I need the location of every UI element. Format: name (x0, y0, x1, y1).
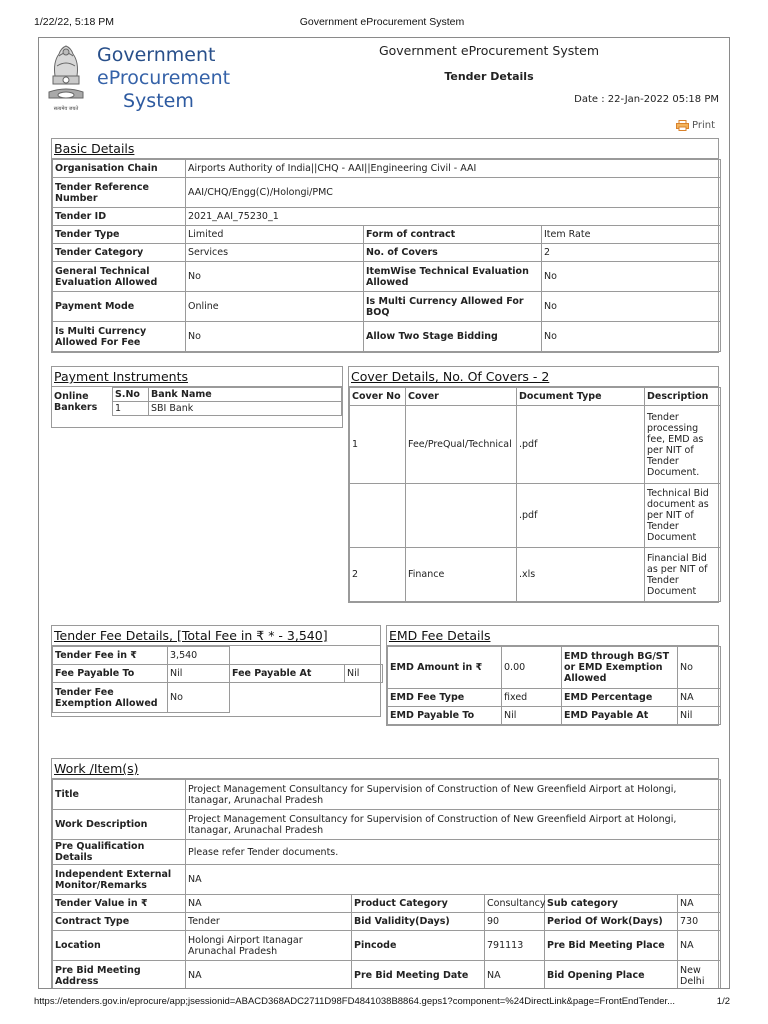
value-fee-payable-at: Nil (345, 665, 383, 683)
table-row (113, 402, 342, 416)
value-itemwise-technical-evaluation: No (542, 262, 721, 292)
value-emd-fee-type: fixed (502, 689, 562, 707)
label-multi-currency-boq: Is Multi Currency Allowed For BOQ (364, 292, 542, 322)
print-button[interactable] (676, 120, 715, 131)
cover-details-section (348, 366, 719, 603)
value-pre-qualification: Please refer Tender documents. (186, 840, 721, 865)
page-frame (38, 37, 730, 989)
label-tender-reference: Tender Reference Number (53, 178, 186, 208)
bank-name: SBI Bank (149, 402, 342, 416)
value-bid-opening-place: New Delhi (678, 961, 721, 990)
cover-description: Financial Bid as per NIT of Tender Document (645, 548, 721, 602)
emd-fee-table (387, 646, 721, 725)
value-title: Project Management Consultancy for Supervision of Construction of New Greenfield Airport at Holongi, Itanagar, Arunachal Pradesh (186, 780, 721, 810)
label-bid-opening-place: Bid Opening Place (545, 961, 678, 990)
date-line: Date : 22-Jan-2022 05:18 PM (574, 94, 719, 105)
value-form-of-contract: Item Rate (542, 226, 721, 244)
value-emd-percentage: NA (678, 689, 721, 707)
label-emd-payable-at: EMD Payable At (562, 707, 678, 725)
label-multi-currency-fee: Is Multi Currency Allowed For Fee (53, 322, 186, 352)
national-emblem-icon (47, 40, 85, 116)
cover-details-table (349, 387, 721, 602)
value-tender-type: Limited (186, 226, 364, 244)
col-header-bank-name: Bank Name (149, 388, 342, 402)
printer-icon (676, 120, 689, 131)
value-tender-category: Services (186, 244, 364, 262)
label-tender-type: Tender Type (53, 226, 186, 244)
label-tender-fee: Tender Fee in ₹ (53, 647, 168, 665)
print-label: Print (691, 120, 715, 131)
col-header-cover: Cover (406, 388, 517, 406)
label-product-category: Product Category (352, 895, 485, 913)
value-bid-validity: 90 (485, 913, 545, 931)
value-pre-bid-meeting-date: NA (485, 961, 545, 990)
print-footer (34, 996, 730, 1010)
bank-sno: 1 (113, 402, 149, 416)
label-location: Location (53, 931, 186, 961)
cover-doc-type: .xls (517, 548, 645, 602)
value-tender-id: 2021_AAI_75230_1 (186, 208, 721, 226)
work-items-section (51, 758, 719, 989)
label-emd-bg-exemption: EMD through BG/ST or EMD Exemption Allowed (562, 647, 678, 689)
label-pre-bid-meeting-date: Pre Bid Meeting Date (352, 961, 485, 990)
basic-details-section (51, 138, 719, 353)
label-period-of-work: Period Of Work(Days) (545, 913, 678, 931)
cover-no: 1 (350, 406, 406, 484)
payment-instruments-section (51, 366, 343, 428)
value-pre-bid-meeting-place: NA (678, 931, 721, 961)
value-multi-currency-fee: No (186, 322, 364, 352)
label-contract-type: Contract Type (53, 913, 186, 931)
tender-fee-section (51, 625, 381, 717)
label-tender-fee-exemption: Tender Fee Exemption Allowed (53, 683, 168, 713)
value-emd-payable-to: Nil (502, 707, 562, 725)
col-header-cover-no: Cover No (350, 388, 406, 406)
label-bid-validity: Bid Validity(Days) (352, 913, 485, 931)
tender-fee-heading: Tender Fee Details, [Total Fee in ₹ * - 3,540] (52, 626, 380, 646)
payment-instruments-table (52, 387, 342, 416)
value-tender-value: NA (186, 895, 352, 913)
emblem-caption: सत्यमेव जयते (53, 106, 79, 112)
bankers-table (112, 387, 342, 416)
label-sub-category: Sub category (545, 895, 678, 913)
cover-details-heading: Cover Details, No. Of Covers - 2 (349, 367, 718, 387)
col-header-sno: S.No (113, 388, 149, 402)
cover-name (406, 484, 517, 548)
payment-instruments-heading: Payment Instruments (52, 367, 342, 387)
table-row (350, 548, 721, 602)
value-emd-bg-exemption: No (678, 647, 721, 689)
site-logo[interactable] (97, 44, 230, 113)
value-work-description: Project Management Consultancy for Supervision of Construction of New Greenfield Airport at Holongi, Itanagar, Arunachal Pradesh (186, 810, 721, 840)
cover-name: Fee/PreQual/Technical (406, 406, 517, 484)
value-tender-fee: 3,540 (168, 647, 230, 665)
value-tender-reference: AAI/CHQ/Engg(C)/Holongi/PMC (186, 178, 721, 208)
emd-fee-section (386, 625, 719, 726)
label-payment-mode: Payment Mode (53, 292, 186, 322)
basic-details-heading: Basic Details (52, 139, 718, 159)
cover-name: Finance (406, 548, 517, 602)
logo-line-2: eProcurement (97, 67, 231, 89)
print-timestamp: 1/22/22, 5:18 PM (34, 16, 114, 28)
label-form-of-contract: Form of contract (364, 226, 542, 244)
label-pre-bid-meeting-address: Pre Bid Meeting Address (53, 961, 186, 990)
work-items-heading: Work /Item(s) (52, 759, 718, 779)
table-row (350, 484, 721, 548)
value-emd-amount: 0.00 (502, 647, 562, 689)
label-no-of-covers: No. of Covers (364, 244, 542, 262)
cover-no (350, 484, 406, 548)
label-emd-percentage: EMD Percentage (562, 689, 678, 707)
value-period-of-work: 730 (678, 913, 721, 931)
value-sub-category: NA (678, 895, 721, 913)
value-product-category: Consultancy (485, 895, 545, 913)
label-work-description: Work Description (53, 810, 186, 840)
value-fee-payable-to: Nil (168, 665, 230, 683)
value-pincode: 791113 (485, 931, 545, 961)
value-general-technical-evaluation: No (186, 262, 364, 292)
value-contract-type: Tender (186, 913, 352, 931)
label-tender-value: Tender Value in ₹ (53, 895, 186, 913)
label-tender-id: Tender ID (53, 208, 186, 226)
label-tender-category: Tender Category (53, 244, 186, 262)
print-url: https://etenders.gov.in/eprocure/app;jsessionid=ABACD368ADC2711D98FD4841038B8864.geps1?component=%24DirectLink&page=FrontEndTender... (34, 996, 676, 1007)
label-pre-qualification: Pre Qualification Details (53, 840, 186, 865)
print-page-title: Government eProcurement System (299, 16, 465, 28)
value-location: Holongi Airport Itanagar Arunachal Pradesh (186, 931, 352, 961)
label-general-technical-evaluation: General Technical Evaluation Allowed (53, 262, 186, 292)
label-fee-payable-to: Fee Payable To (53, 665, 168, 683)
col-header-document-type: Document Type (517, 388, 645, 406)
basic-details-table (52, 159, 721, 352)
value-emd-payable-at: Nil (678, 707, 721, 725)
value-tender-fee-exemption: No (168, 683, 230, 713)
cover-no: 2 (350, 548, 406, 602)
value-multi-currency-boq: No (542, 292, 721, 322)
page-subtitle: Tender Details (444, 70, 534, 83)
emd-fee-heading: EMD Fee Details (387, 626, 718, 646)
label-pre-bid-meeting-place: Pre Bid Meeting Place (545, 931, 678, 961)
label-external-monitor: Independent External Monitor/Remarks (53, 865, 186, 895)
value-organisation-chain: Airports Authority of India||CHQ - AAI||Engineering Civil - AAI (186, 160, 721, 178)
print-page-number: 1/2 (716, 996, 730, 1007)
cover-doc-type: .pdf (517, 406, 645, 484)
cover-doc-type: .pdf (517, 484, 645, 548)
work-items-table (52, 779, 721, 989)
print-header (34, 16, 730, 32)
value-two-stage-bidding: No (542, 322, 721, 352)
label-itemwise-technical-evaluation: ItemWise Technical Evaluation Allowed (364, 262, 542, 292)
cover-description: Technical Bid document as per NIT of Tender Document (645, 484, 721, 548)
label-organisation-chain: Organisation Chain (53, 160, 186, 178)
table-row (350, 406, 721, 484)
value-payment-mode: Online (186, 292, 364, 322)
value-pre-bid-meeting-address: NA (186, 961, 352, 990)
logo-line-3: System (123, 90, 194, 112)
value-no-of-covers: 2 (542, 244, 721, 262)
label-emd-amount: EMD Amount in ₹ (388, 647, 502, 689)
label-online-bankers: Online Bankers (54, 390, 98, 413)
logo-line-1: Government (97, 44, 216, 66)
value-external-monitor: NA (186, 865, 721, 895)
label-emd-payable-to: EMD Payable To (388, 707, 502, 725)
col-header-description: Description (645, 388, 721, 406)
label-title: Title (53, 780, 186, 810)
label-pincode: Pincode (352, 931, 485, 961)
label-emd-fee-type: EMD Fee Type (388, 689, 502, 707)
site-title: Government eProcurement System (378, 43, 600, 58)
label-two-stage-bidding: Allow Two Stage Bidding (364, 322, 542, 352)
cover-description: Tender processing fee, EMD as per NIT of Tender Document. (645, 406, 721, 484)
tender-fee-table (52, 646, 383, 713)
label-fee-payable-at: Fee Payable At (230, 665, 345, 683)
